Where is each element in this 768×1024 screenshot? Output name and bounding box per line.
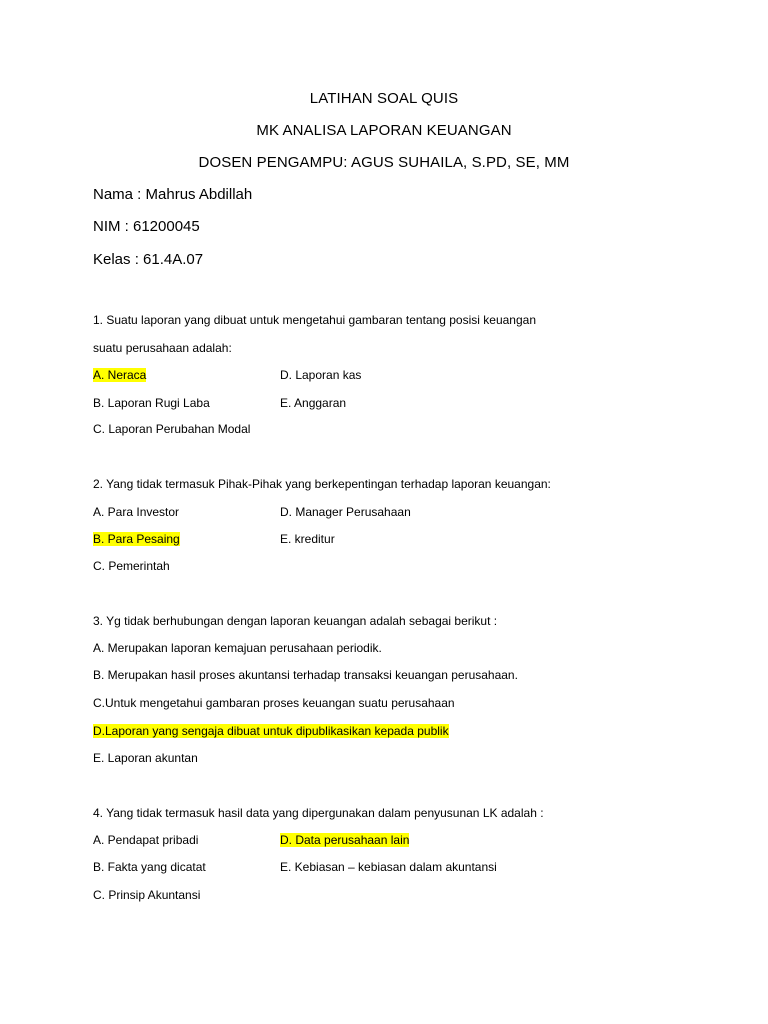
question-1-option-b: B. Laporan Rugi Laba [93,396,210,410]
question-4-option-b: B. Fakta yang dicatat [93,860,206,874]
document-title: LATIHAN SOAL QUIS [309,90,459,107]
answer-highlight: B. Para Pesaing [93,532,180,546]
question-3-text: 3. Yg tidak berhubungan dengan laporan keuangan adalah sebagai berikut : [93,614,498,628]
question-2-text: 2. Yang tidak termasuk Pihak-Pihak yang berkepentingan terhadap laporan keuangan: [93,477,551,491]
answer-highlight: A. Neraca [93,368,147,382]
question-1-text-cont: suatu perusahaan adalah: [93,341,232,355]
question-3-option-c: C.Untuk mengetahui gambaran proses keuangan suatu perusahaan [93,696,455,710]
answer-highlight: D.Laporan yang sengaja dibuat untuk dipublikasikan kepada publik [93,724,449,738]
question-3-option-d [93,724,449,738]
question-4-option-e: E. Kebiasan – kebiasan dalam akuntansi [280,860,497,874]
question-4-option-d [280,833,409,847]
question-1-option-d: D. Laporan kas [280,368,362,382]
question-4-option-c: C. Prinsip Akuntansi [93,888,201,902]
question-2-option-d: D. Manager Perusahaan [280,505,411,519]
question-4-text: 4. Yang tidak termasuk hasil data yang dipergunakan dalam penyusunan LK adalah : [93,806,544,820]
question-1-option-e: E. Anggaran [280,396,347,410]
student-nim: NIM : 61200045 [93,218,200,235]
lecturer-line: DOSEN PENGAMPU: AGUS SUHAILA, S.PD, SE, MM [198,154,570,171]
question-4-option-a: A. Pendapat pribadi [93,833,199,847]
question-2-option-a: A. Para Investor [93,505,180,519]
question-1-option-a [93,368,146,382]
question-3-option-e: E. Laporan akuntan [93,751,198,765]
question-3-option-b: B. Merupakan hasil proses akuntansi terhadap transaksi keuangan perusahaan. [93,668,518,682]
question-2-option-c: C. Pemerintah [93,559,170,573]
course-title: MK ANALISA LAPORAN KEUANGAN [256,122,512,139]
answer-highlight: D. Data perusahaan lain [280,833,410,847]
question-1-option-c: C. Laporan Perubahan Modal [93,422,251,436]
student-class: Kelas : 61.4A.07 [93,251,204,268]
question-3-option-a: A. Merupakan laporan kemajuan perusahaan periodik. [93,641,382,655]
question-1-text: 1. Suatu laporan yang dibuat untuk mengetahui gambaran tentang posisi keuangan [93,313,536,327]
student-name: Nama : Mahrus Abdillah [93,186,253,203]
question-2-option-e: E. kreditur [280,532,335,546]
question-2-option-b [93,532,180,546]
